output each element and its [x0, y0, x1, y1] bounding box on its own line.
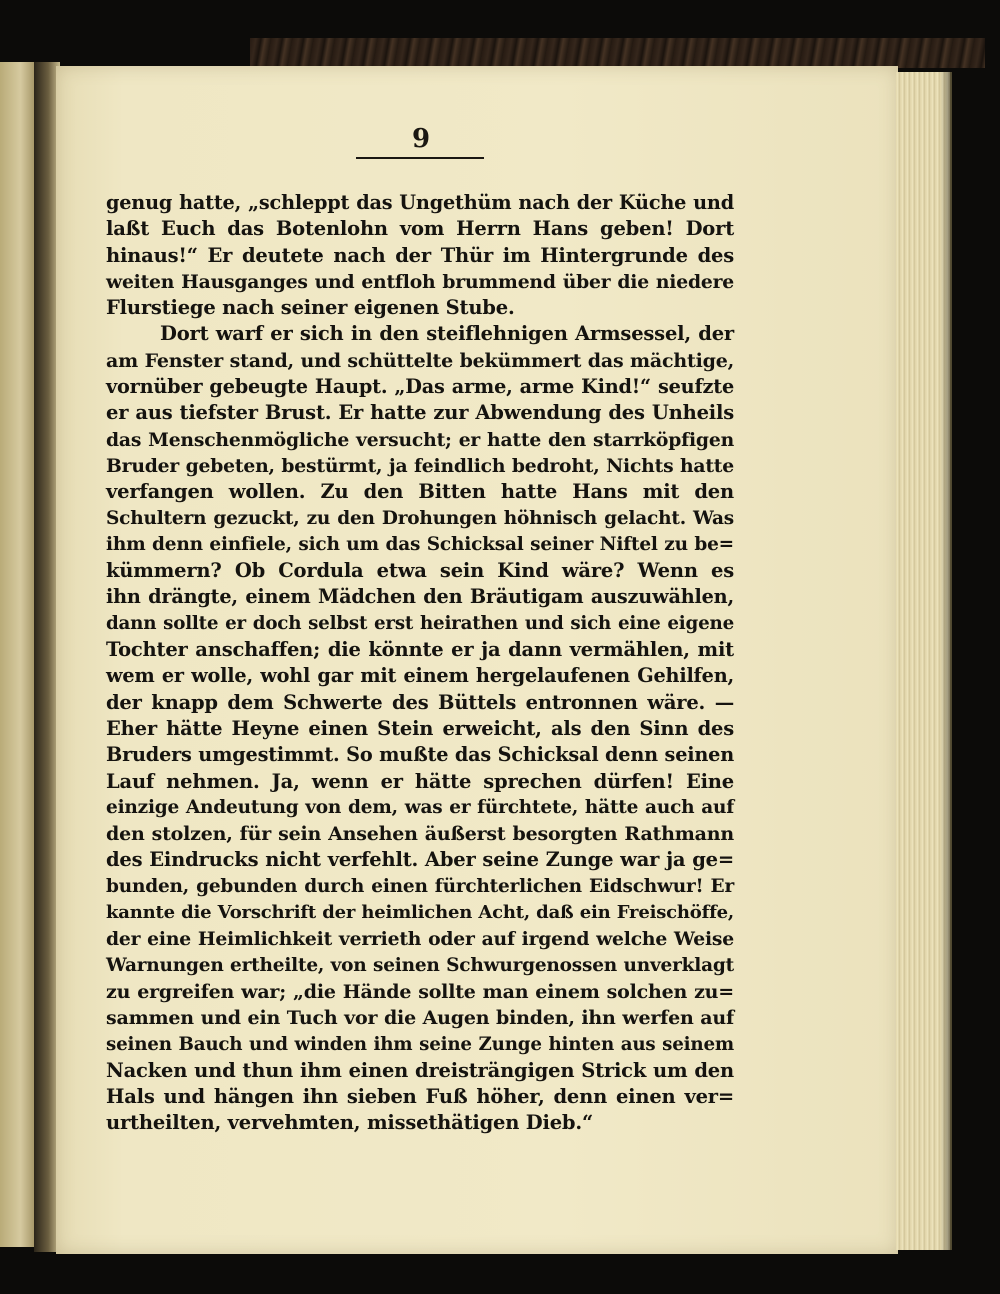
- text-line: Bruder gebeten, bestürmt, ja feindlich bedroht, Nichts hatte: [106, 454, 734, 477]
- text-line: Lauf nehmen. Ja, wenn er hätte sprechen dürfen! Eine: [106, 769, 734, 793]
- previous-page-edge: [0, 62, 37, 1247]
- text-line: Schultern gezuckt, zu den Drohungen höhnisch gelacht. Was: [106, 507, 734, 529]
- text-line: wem er wolle, wohl gar mit einem hergelaufenen Gehilfen,: [106, 664, 734, 688]
- text-line: zu ergreifen war; „die Hände sollte man einem solchen zu=: [106, 980, 734, 1003]
- text-line: Nacken und thun ihm einen dreisträngigen Strick um den: [106, 1058, 734, 1082]
- text-line: Bruders umgestimmt. So mußte das Schicksal denn seinen: [106, 743, 734, 767]
- text-line: einzige Andeutung von dem, was er fürchtete, hätte auch auf: [106, 796, 734, 818]
- page-number: 9: [411, 124, 431, 154]
- text-line: sammen und ein Tuch vor die Augen binden, ihn werfen auf: [106, 1007, 734, 1030]
- text-line: kümmern? Ob Cordula etwa sein Kind wäre? Wenn es: [106, 559, 734, 583]
- text-line: Warnungen ertheilte, von seinen Schwurgenossen unverklagt: [106, 954, 734, 976]
- text-line: laßt Euch das Botenlohn vom Herrn Hans geben! Dort: [106, 217, 734, 241]
- text-line: Flurstiege nach seiner eigenen Stube.: [106, 296, 515, 320]
- text-line: bunden, gebunden durch einen fürchterlichen Eidschwur! Er: [106, 875, 734, 897]
- text-line: verfangen wollen. Zu den Bitten hatte Hans mit den: [106, 480, 734, 504]
- text-line: er aus tiefster Brust. Er hatte zur Abwendung des Unheils: [106, 401, 734, 425]
- text-line: urtheilten, vervehmten, missethätigen Dieb.“: [106, 1111, 593, 1135]
- text-line: Hals und hängen ihn sieben Fuß höher, denn einen ver=: [106, 1085, 734, 1109]
- text-line: seinen Bauch und winden ihm seine Zunge hinten aus seinem: [106, 1033, 734, 1055]
- text-line: dann sollte er doch selbst erst heirathen und sich eine eigene: [106, 612, 734, 634]
- text-line: hinaus!“ Er deutete nach der Thür im Hintergrunde des: [106, 243, 734, 267]
- text-line: der eine Heimlichkeit verrieth oder auf irgend welche Weise: [106, 928, 734, 951]
- text-line: Dort warf er sich in den steiflehnigen Armsessel, der: [160, 322, 734, 346]
- text-line: das Menschenmögliche versucht; er hatte den starrköpfigen: [106, 428, 734, 451]
- text-line: am Fenster stand, und schüttelte bekümmert das mächtige,: [106, 349, 734, 372]
- text-line: den stolzen, für sein Ansehen äußerst besorgten Rathmann: [106, 823, 734, 846]
- text-line: ihm denn einfiele, sich um das Schicksal seiner Niftel zu be=: [106, 533, 734, 555]
- text-line: kannte die Vorschrift der heimlichen Acht, daß ein Freischöffe,: [106, 902, 734, 924]
- text-line: weiten Hausganges und entfloh brummend über die niedere: [106, 270, 734, 293]
- text-line: Tochter anschaffen; die könnte er ja dann vermählen, mit: [106, 638, 734, 662]
- text-line: vornüber gebeugte Haupt. „Das arme, arme Kind!“ seufzte: [106, 375, 734, 399]
- text-line: genug hatte, „schleppt das Ungethüm nach der Küche und: [106, 191, 734, 214]
- text-line: der knapp dem Schwerte des Büttels entronnen wäre. —: [106, 690, 734, 714]
- text-line: des Eindrucks nicht verfehlt. Aber seine Zunge war ja ge=: [106, 848, 734, 872]
- book-cover-edge: [250, 38, 985, 68]
- body-text: [106, 190, 734, 1137]
- page-number-rule: [356, 157, 484, 159]
- text-line: ihn drängte, einem Mädchen den Bräutigam auszuwählen,: [106, 585, 734, 609]
- right-shadow: [940, 70, 1000, 1250]
- text-line: Eher hätte Heyne einen Stein erweicht, als den Sinn des: [106, 716, 734, 740]
